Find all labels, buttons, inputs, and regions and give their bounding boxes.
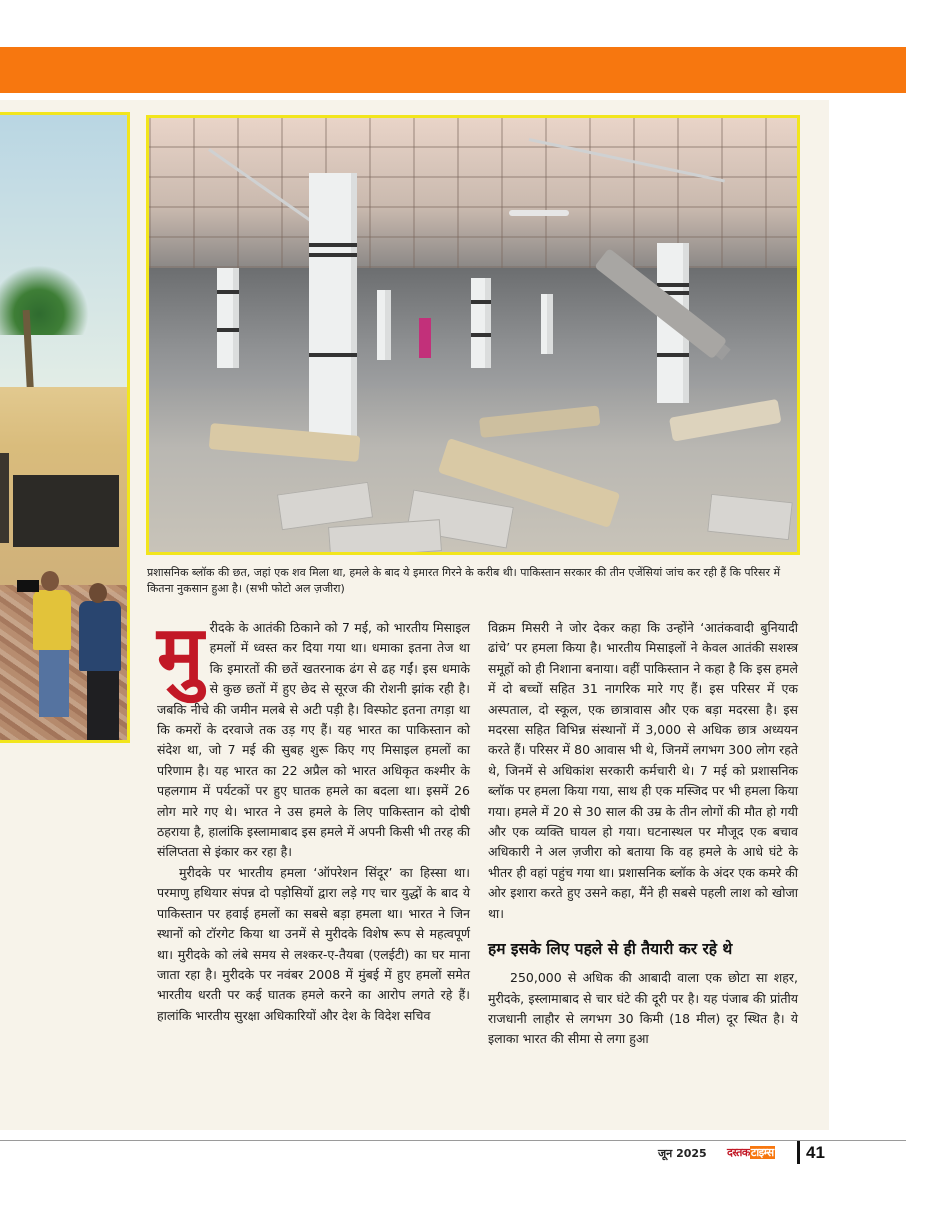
footer-separator: [797, 1141, 800, 1164]
cameraman-head: [41, 571, 59, 591]
section-subheading: हम इसके लिए पहले से ही तैयारी कर रहे थे: [488, 940, 733, 959]
photo-sky: [0, 115, 127, 400]
header-accent-bar: [0, 47, 906, 93]
footer-rule: [0, 1140, 906, 1141]
paragraph: मुरीदके पर भारतीय हमला ‘ऑपरेशन सिंदूर’ का हिस्सा था। परमाणु हथियार संपन्न दो पड़ोसियों द्वारा लड़े गए चार युद्धों के बाद ये पाकिस्तान पर हवाई हमलों का सबसे बड़ा हमला था। भारत ने जिन स्थानों को टॉरगेट किया था उनमें से मुरीदके विशेष रूप से महत्वपूर्ण था। मुरीदके को लंबे समय से लश्कर-ए-तैयबा (एलईटी) का घर माना जाता रहा है। मुरीदके पर नवंबर 2008 में मुंबई में हुए हमलों समेत भारतीय धरती पर कई घातक हमले करने का आरोप लगते रहे हैं। हालांकि भारतीय सुरक्षा अधिकारियों और देश के विदेश सचिव: [157, 864, 470, 1023]
drop-cap: मु: [157, 609, 204, 700]
photo-ceiling: [149, 118, 797, 268]
lead-text: रीदके के आतंकी ठिकाने को 7 मई, को भारतीय मिसाइल हमलों में ध्वस्त कर दिया गया था। धमाका इतना तेज था कि इमारतों की छतें खतरनाक ढंग से ढह गईं। इस धमाके से कुछ छतों में हुए छेद से सूरज की रोशनी झांक रही है। जबकि नीचे की जमीन मलबे से अटी पड़ी है। विस्फोट इतना तगड़ा था कि कमरों के दरवाजे तक उड़ गए हैं। यह भारत का पाकिस्तान को संदेश था, जो 7 मई की सुबह शुरू किए गए मिसाइल हमलों का परिणाम है। यह भारत का 22 अप्रैल को भारत अधिकृत कश्मीर के पहलगाम में पर्यटकों पर हुए घातक हमले का बदला था। इसमें 26 लोग मारे गए थे। भारत ने उस हमले के लिए पाकिस्तान को दोषी ठहराया है, हालांकि इस्लामाबाद इस हमले में अपनी किसी भी तरह की संलिप्तता से इंकार कर रहा है।: [157, 620, 470, 860]
pillar: [217, 268, 239, 368]
cameraman: [33, 590, 71, 650]
pillar: [377, 290, 391, 360]
page-number: 41: [806, 1143, 825, 1162]
lead-paragraph: [157, 609, 470, 863]
magazine-logo: [727, 1145, 775, 1160]
main-photo-collapsed-hall: [146, 115, 800, 555]
pillar: [471, 278, 491, 368]
photo-caption: प्रशासनिक ब्लॉक की छत, जहां एक शव मिला था, हमले के बाद ये इमारत गिरने के करीब थी। पाकिस्तान सरकार की तीन एजेंसियां जांच कर रही हैं कि परिसर में कितना नुकसान हुआ है। (सभी फोटो अल ज़जीरा): [147, 566, 781, 595]
article-column-1: [157, 609, 470, 1026]
pillar: [309, 173, 357, 443]
left-photo-palm-building: [0, 112, 130, 743]
camera-icon: [17, 580, 39, 592]
logo-part-2: टाइम्स: [750, 1146, 774, 1159]
logo-part-1: दस्तक: [727, 1146, 750, 1159]
paragraph: 250,000 से अधिक की आबादी वाला एक छोटा सा शहर, मुरीदके, इस्लामाबाद से चार घंटे की दूरी पर है। यह पंजाब की प्रांतीय राजधानी लाहौर से लगभग 30 किमी (18 मील) दूर स्थित है। ये इलाका भारत की सीमा से लगा हुआ: [488, 970, 798, 1047]
man-legs: [87, 670, 119, 743]
cameraman-legs: [39, 649, 69, 717]
pink-door: [419, 318, 431, 358]
palm-tree-icon: [0, 265, 89, 335]
pillar: [541, 294, 553, 354]
article-column-2: [488, 618, 798, 1050]
man-blue-shirt: [79, 601, 121, 671]
building-window: [13, 475, 119, 547]
building-opening: [0, 453, 9, 543]
paragraph: विक्रम मिसरी ने जोर देकर कहा कि उन्होंने ‘आतंकवादी बुनियादी ढांचे’ पर हमला किया है। भारतीय मिसाइलों ने केवल आतंकी सशस्त्र समूहों को ही निशाना बनाया। वहीं पाकिस्तान ने कहा है कि इस हमले में दो बच्चों सहित 31 नागरिक मारे गए हैं। इस परिसर में एक अस्पताल, दो स्कूल, एक छात्रावास और एक बड़ा मदरसा है। इस मदरसा सहित विभिन्न संस्थानों में 3,000 से अधिक छात्र अध्ययन करते हैं। परिसर में 80 आवास भी थे, जिनमें लगभग 300 लोग रहते थे, जिनमें से अधिकांश सरकारी कर्मचारी थे। 7 मई को प्रशासनिक ब्लॉक पर हमला किया गया, साथ ही एक मस्जिद पर भी हमला किया गया। हमले में 20 से 30 साल की उम्र के तीन लोगों की मौत हो गयी और एक व्यक्ति घायल हो गया। घटनास्थल पर मौजूद एक बचाव अधिकारी ने अल ज़जीरा को बताया कि वह हमले के आधे घंटे के भीतर ही वहां पहुंच गया था। प्रशासनिक ब्लॉक के अंदर एक कमरे की ओर इशारा करते हुए उसने कहा, मैंने ही सबसे पहली लाश को खोजा था।: [488, 620, 798, 921]
issue-date: जून 2025: [658, 1147, 707, 1160]
ceiling-fan-icon: [509, 210, 569, 216]
man-head: [89, 583, 107, 603]
